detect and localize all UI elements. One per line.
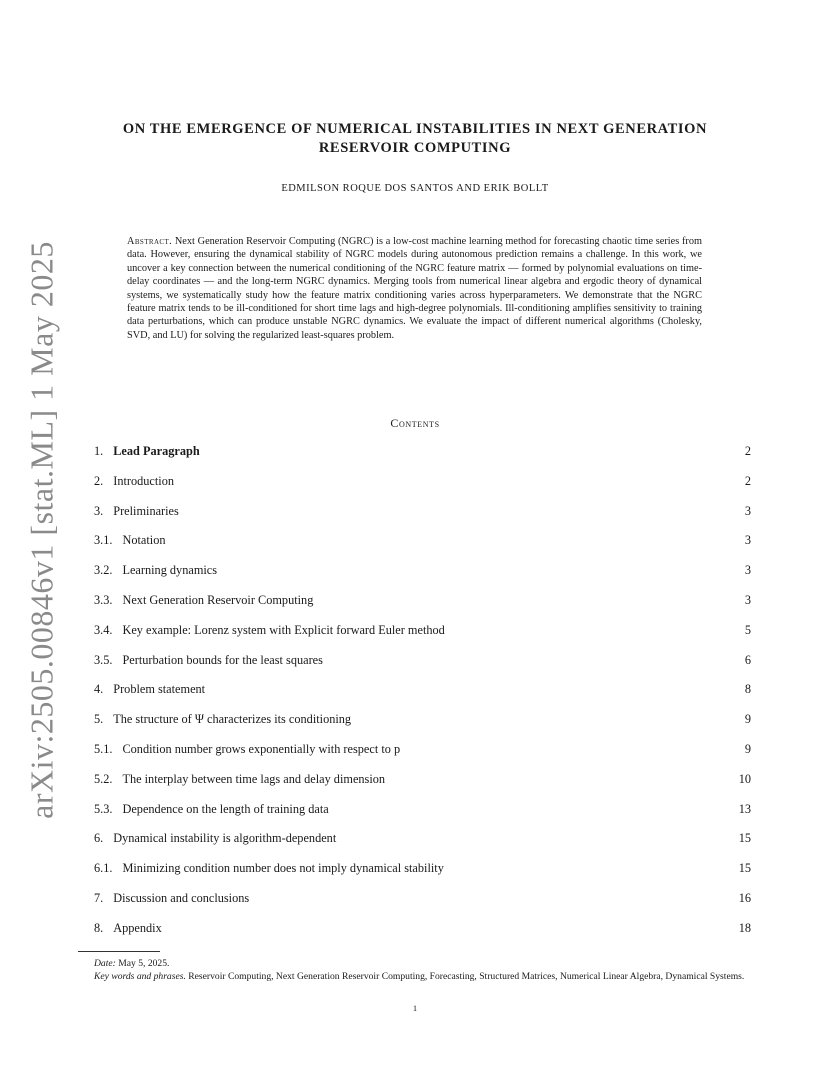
toc-entry-title[interactable]: Notation: [122, 533, 166, 548]
toc-entry-number: 4.: [94, 682, 104, 697]
toc-entry[interactable]: [94, 563, 751, 593]
footnote-date-label: Date:: [94, 958, 116, 969]
toc-entry-number: 5.: [94, 712, 104, 727]
toc-entry[interactable]: [94, 623, 751, 653]
footnote-keywords: [78, 970, 751, 983]
toc-entry-number: 3.3.: [94, 592, 113, 607]
toc-entry-title[interactable]: Dependence on the length of training data: [122, 801, 329, 816]
toc-entry-page: 2: [744, 444, 751, 458]
toc-entry-title[interactable]: Appendix: [113, 920, 162, 935]
toc-entry-title[interactable]: Condition number grows exponentially with respect to p: [122, 741, 401, 756]
toc-entry-title[interactable]: Discussion and conclusions: [113, 890, 250, 905]
toc-entry-page: 3: [744, 592, 751, 607]
toc-entry-number: 6.: [94, 831, 104, 846]
toc-entry-number: 3.4.: [94, 622, 113, 637]
toc-entry-title[interactable]: Perturbation bounds for the least squares: [122, 652, 323, 667]
toc-entry[interactable]: [94, 772, 751, 802]
toc-entry-page: 3: [744, 533, 751, 548]
toc-entry-number: 2.: [94, 473, 104, 488]
toc-entry[interactable]: [94, 593, 751, 623]
title-line-2: RESERVOIR COMPUTING: [318, 140, 512, 156]
toc-entry-number: 5.1.: [94, 741, 113, 756]
toc-entry[interactable]: [94, 712, 751, 742]
toc-entry[interactable]: [94, 682, 751, 712]
toc-entry-title[interactable]: Problem statement: [113, 682, 206, 697]
toc-entry-page: 2: [744, 473, 751, 488]
toc-entry-title[interactable]: Learning dynamics: [122, 563, 218, 578]
toc-entry-page: 10: [738, 771, 751, 786]
toc-entry-page: 6: [744, 652, 751, 667]
toc-entry-number: 5.2.: [94, 771, 113, 786]
toc-entry[interactable]: [94, 653, 751, 683]
abstract-text: Next Generation Reservoir Computing (NGRC) is a low-cost machine learning method for forecasting chaotic time series from data. However, ensuring the dynamical stability of NGRC models during autonomous prediction remains a challenge. In this work, we uncover a key connection between the numerical conditioning of the NGRC feature matrix — formed by polynomial evaluations on time-delay coordinates — and the long-term NGRC dynamics. Merging tools from numerical linear algebra and ergodic theory of dynamical systems, we systematically study how the feature matrix conditioning varies across hyperparameters. We demonstrate that the NGRC feature matrix tends to be ill-conditioned for short time lags and high-degree polynomials. Ill-conditioning amplifies sensitivity to training data perturbations, which can produce unstable NGRC dynamics. We evaluate the impact of different numerical algorithms (Cholesky, SVD, and LU) for solving the regularized least-squares problem.: [127, 236, 702, 341]
contents-heading: Contents: [390, 416, 440, 430]
toc-entry[interactable]: [94, 504, 751, 534]
toc-entry[interactable]: [94, 742, 751, 772]
toc-entry-page: 18: [738, 920, 751, 935]
abstract: [127, 235, 702, 342]
toc-entry-page: 15: [738, 831, 751, 846]
toc-entry[interactable]: [94, 831, 751, 861]
toc-entry[interactable]: [94, 474, 751, 504]
toc-entry-page: 9: [744, 712, 751, 727]
toc-entry-page: 3: [744, 563, 751, 578]
toc-entry-title[interactable]: The structure of Ψ characterizes its conditioning: [113, 712, 352, 727]
toc-entry[interactable]: [94, 802, 751, 832]
toc-entry-title[interactable]: Lead Paragraph: [113, 444, 200, 458]
toc-entry-title[interactable]: Key example: Lorenz system with Explicit forward Euler method: [122, 622, 445, 637]
toc-entry[interactable]: [94, 444, 751, 474]
authors: EDMILSON ROQUE DOS SANTOS AND ERIK BOLLT: [281, 183, 549, 194]
toc-entry-page: 8: [744, 682, 751, 697]
toc-entry-page: 16: [738, 890, 751, 905]
footnote-keywords-label: Key words and phrases.: [94, 971, 186, 982]
toc-entry-page: 5: [744, 622, 751, 637]
toc-entry-number: 1.: [94, 444, 104, 458]
toc-entry-page: 13: [738, 801, 751, 816]
table-of-contents: [94, 444, 751, 951]
abstract-label: Abstract.: [127, 236, 173, 247]
footnote-date: [78, 957, 751, 970]
toc-entry-number: 8.: [94, 920, 104, 935]
toc-entry[interactable]: [94, 921, 751, 951]
toc-entry-number: 5.3.: [94, 801, 113, 816]
arxiv-side-stamp: arXiv:2505.00846v1 [stat.ML] 1 May 2025: [23, 241, 60, 819]
toc-entry-title[interactable]: Dynamical instability is algorithm-dependent: [113, 831, 337, 846]
toc-entry-title[interactable]: The interplay between time lags and delay dimension: [122, 771, 386, 786]
toc-entry-number: 3.5.: [94, 652, 113, 667]
toc-entry-number: 3.: [94, 503, 104, 518]
toc-entry-number: 3.1.: [94, 533, 113, 548]
title-line-1: ON THE EMERGENCE OF NUMERICAL INSTABILITIES IN NEXT GENERATION: [122, 121, 708, 137]
footnote-rule: [78, 951, 160, 952]
footnotes: [78, 957, 751, 983]
toc-entry-number: 7.: [94, 890, 104, 905]
toc-entry-page: 15: [738, 861, 751, 876]
paper-title: [80, 120, 750, 158]
toc-entry-title[interactable]: Introduction: [113, 473, 175, 488]
toc-entry-page: 9: [744, 741, 751, 756]
footnote-date-value: May 5, 2025.: [118, 958, 170, 969]
toc-entry[interactable]: [94, 533, 751, 563]
toc-entry-page: 3: [744, 503, 751, 518]
toc-entry-title[interactable]: Next Generation Reservoir Computing: [122, 592, 314, 607]
page-number: 1: [412, 1003, 418, 1013]
toc-entry-number: 3.2.: [94, 563, 113, 578]
toc-entry-number: 6.1.: [94, 861, 113, 876]
toc-entry[interactable]: [94, 861, 751, 891]
toc-entry-title[interactable]: Minimizing condition number does not imply dynamical stability: [122, 861, 444, 876]
footnote-keywords-value: Reservoir Computing, Next Generation Reservoir Computing, Forecasting, Structured Matrices, Numerical Linear Algebra, Dynamical Systems.: [188, 971, 745, 982]
toc-entry-title[interactable]: Preliminaries: [113, 503, 179, 518]
toc-entry[interactable]: [94, 891, 751, 921]
